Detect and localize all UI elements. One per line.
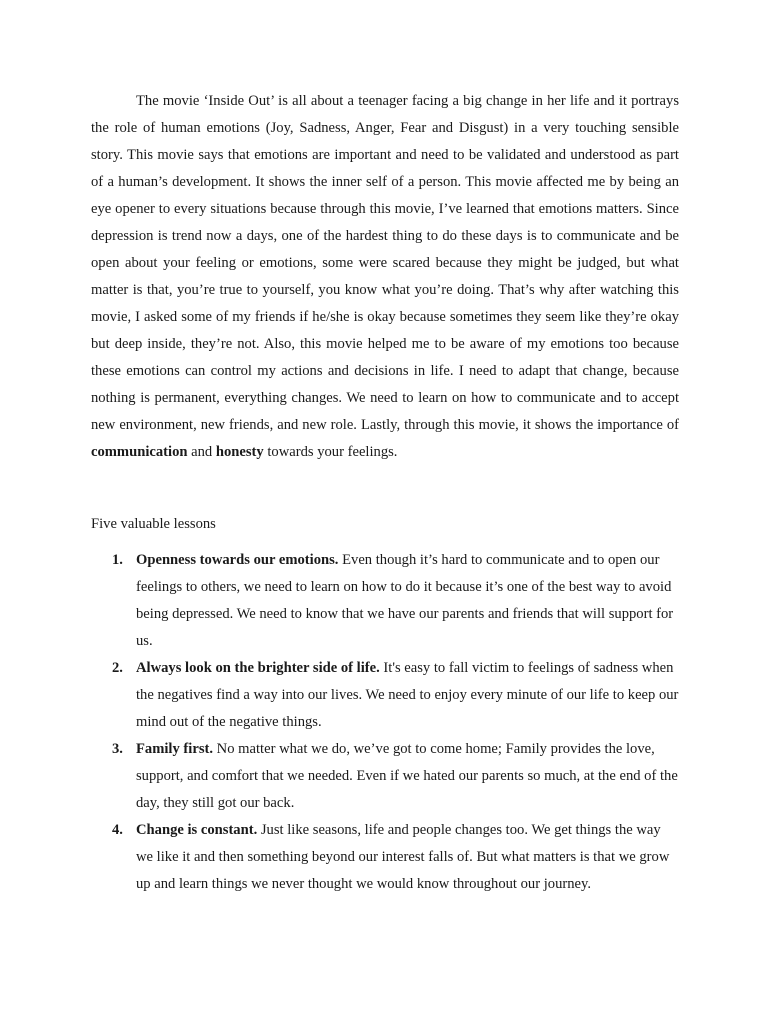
lesson-number: 2.: [112, 660, 123, 676]
lesson-text: No matter what we do, we’ve got to come home; Family provides the love, support, and comfort that we needed. Even if we hated our parents so much, at the end of the day, they still got our back.: [136, 741, 678, 811]
lesson-title: Openness towards our emotions.: [136, 552, 339, 568]
intro-paragraph: [91, 88, 679, 466]
lesson-text: Even though it’s hard to communicate and to open our feelings to others, we need to learn on how to do it because it’s one of the best way to avoid being depressed. We need to know that we have our parents and friends that will support for us.: [136, 552, 674, 649]
lesson-item-2: [91, 655, 679, 736]
lesson-number: 4.: [112, 822, 123, 838]
lesson-text: Just like seasons, life and people changes too. We get things the way we like it and then something beyond our interest falls of. But what matters is that we grow up and learn things we never thought we would know throughout our journey.: [136, 822, 670, 892]
bold-communication: communication: [91, 444, 188, 460]
lesson-item-1: [91, 547, 679, 655]
lesson-text: It's easy to fall victim to feelings of sadness when the negatives find a way into our lives. We need to enjoy every minute of our life to keep our mind out of the negative things.: [136, 660, 679, 730]
lesson-title: Family first.: [136, 741, 214, 757]
lessons-heading: Five valuable lessons: [91, 516, 216, 532]
intro-ending: towards your feelings.: [263, 444, 398, 460]
intro-connector: and: [187, 444, 216, 460]
lesson-title: Change is constant.: [136, 822, 258, 838]
lesson-number: 3.: [112, 741, 123, 757]
lesson-item-4: [91, 817, 679, 898]
lesson-title: Always look on the brighter side of life.: [136, 660, 380, 676]
lessons-list: [91, 547, 679, 898]
lesson-item-3: [91, 736, 679, 817]
bold-honesty: honesty: [215, 444, 264, 460]
lesson-number: 1.: [112, 552, 123, 568]
intro-text: The movie ‘Inside Out’ is all about a teenager facing a big change in her life and it portrays the role of human emotions (Joy, Sadness, Anger, Fear and Disgust) in a very touching sensible story. This movie says that emotions are important and need to be validated and understood as part of a human’s development. It shows the inner self of a person. This movie affected me by being an eye opener to every situations because through this movie, I’ve learned that emotions matters. Since depression is trend now a days, one of the hardest thing to do these days is to communicate and be open about your feeling or emotions, some were scared because they might be judged, but what matter is that, you’re true to yourself, you know what you’re doing. That’s why after watching this movie, I asked some of my friends if he/she is okay because sometimes they seem like they’re okay but deep inside, they’re not. Also, this movie helped me to be aware of my emotions too because these emotions can control my actions and decisions in life. I need to adapt that change, because nothing is permanent, everything changes. We need to learn on how to communicate and to accept new environment, new friends, and new role. Lastly, through this movie, it shows the importance of: [91, 93, 679, 433]
